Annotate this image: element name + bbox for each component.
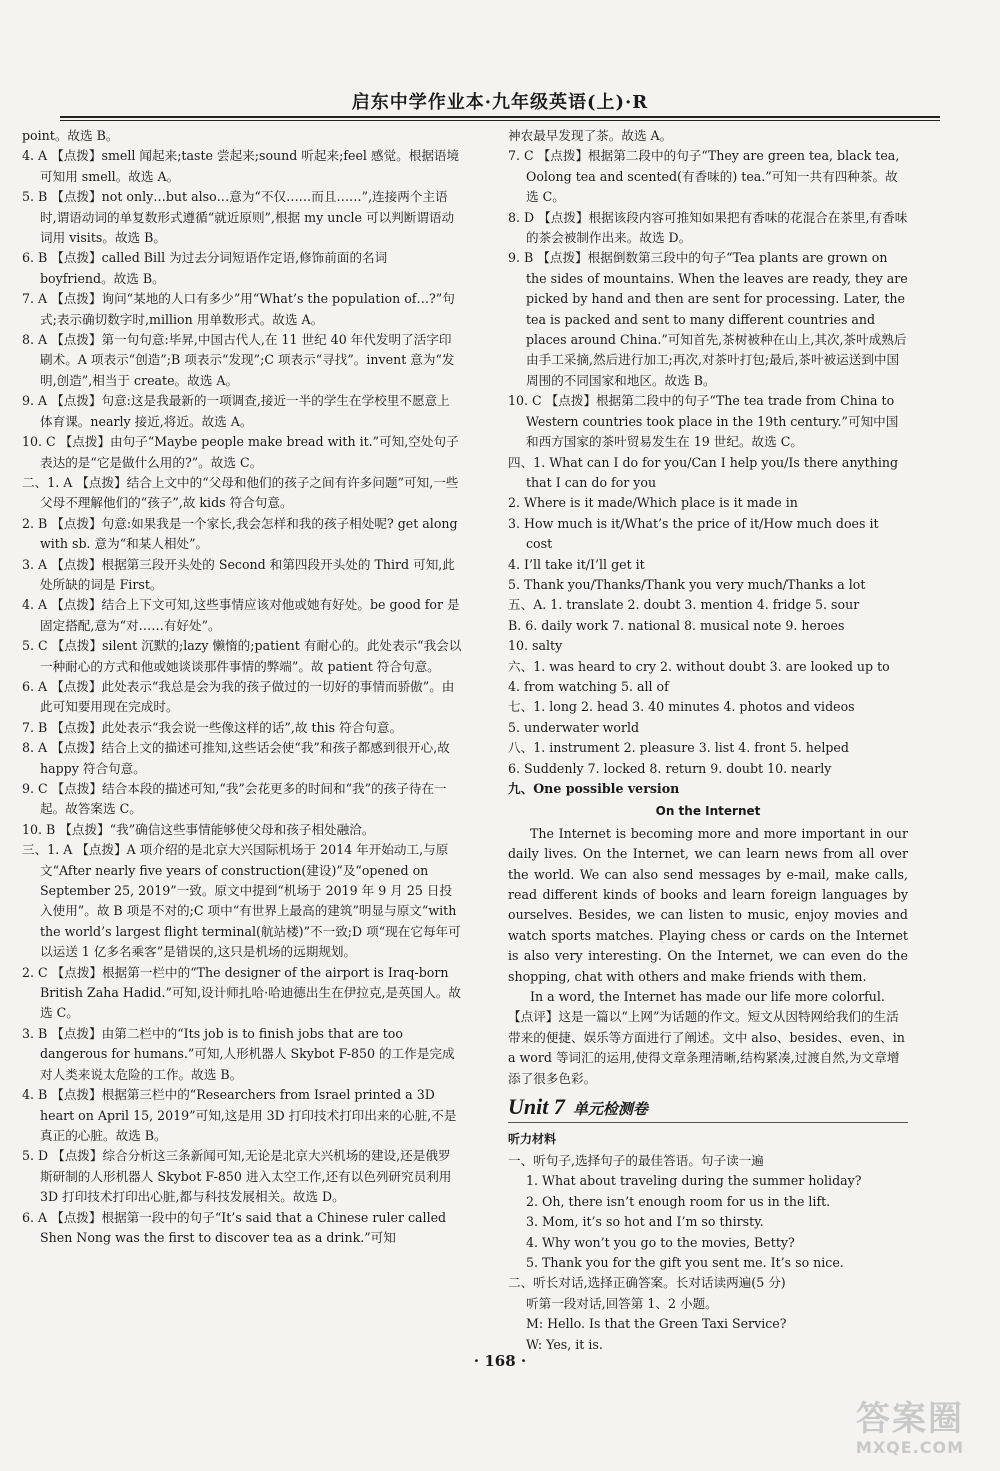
answer-item: 5. B 【点拨】not only…but also…意为“不仅……而且……”,连接两个主语时,谓语动词的单复数形式遵循“就近原则”,根据 my uncle 可以判断谓语动词用 visits。故选 B。 [22,189,455,246]
answer-item: point。故选 B。 [22,128,119,143]
listening-item: 4. Why won’t you go to the movies, Betty? [526,1234,795,1250]
answer-item: 6. A 【点拨】根据第一段中的句子“It’s said that a Chinese ruler called Shen Nong was the first to discover tea as a drink.”可知 [22,1209,447,1245]
answer-item: 5. C 【点拨】silent 沉默的;lazy 懒惰的;patient 有耐心的。此处表示“我会以一种耐心的方式和他或她谈谈那件事情的弊端”。故 patient 符合句意。 [22,638,462,674]
unit-title: Unit 7 [508,1094,565,1120]
answer-item: 神农最早发现了茶。故选 A。 [508,128,673,143]
listening-item: 听第一段对话,回答第 1、2 小题。 [526,1295,718,1311]
answer-item: 4. A 【点拨】结合上下文可知,这些事情应该对他或她有好处。be good for 是固定搭配,意为“对……有好处”。 [22,597,460,633]
answer-item: 3. A 【点拨】根据第三段开头处的 Second 和第四段开头处的 Third 可知,此处所缺的词是 First。 [22,556,455,592]
unit-heading [508,1094,908,1122]
answer-item: 9. C 【点拨】结合本段的描述可知,“我”会花更多的时间和“我”的孩子待在一起。故答案选 C。 [22,781,447,817]
left-column [22,126,462,1248]
answer-item: 5. underwater world [508,719,640,735]
answer-item: 五、A. 1. translate 2. doubt 3. mention 4. fridge 5. sour [508,597,860,613]
answer-item: 6. A 【点拨】此处表示“我总是会为我的孩子做过的一切好的事情而骄傲”。由此可知要用现在完成时。 [22,678,455,715]
answer-item: 10. salty [508,638,563,654]
right-column [508,126,908,1355]
page-header: 启东中学作业本·九年级英语(上)·R [351,92,649,113]
unit-subtitle: 单元检测卷 [572,1100,648,1119]
answer-item: 9. A 【点拨】句意:这是我最新的一项调查,接近一半的学生在学校里不愿意上体育课。nearly 接近,将近。故选 A。 [22,393,450,429]
answer-item: 5. D 【点拨】综合分析这三条新闻可知,无论是北京大兴机场的建设,还是俄罗斯研制的人形机器人 Skybot F-850 进入太空工作,还有以色列研究员利用 3D 打印技术打印出心脏,都与科技发展相关。故选 D。 [22,1148,452,1205]
listening-item: 3. Mom, it’s so hot and I’m so thirsty. [526,1214,764,1230]
answer-item: 三、1. A 【点拨】A 项介绍的是北京大兴国际机场于 2014 年开始动工,与原文“After nearly five years of construction(建设)”及“opened on September 25, 2019”一致。原文中提到“机场于 2019 年 9 月 25 日投入使用”。故 B 项是不对的;C 项中“有世界上最高的建筑”明显与原文“with the world’s largest flight terminal(航站楼)”不一致;D 项“现在它每年可以运送 1 亿多名乘客”是错误的,这只是机场的远期规划。 [22,842,461,960]
answer-item: 6. B 【点拨】called Bill 为过去分词短语作定语,修饰前面的名词 boyfriend。故选 B。 [22,250,388,286]
listening-item: 2. Oh, there isn’t enough room for us in the lift. [526,1193,831,1209]
answer-item: 3. How much is it/What’s the price of it/How much does it cost [508,515,879,552]
answer-item: 3. B 【点拨】由第二栏中的“Its job is to finish jobs that are too dangerous for humans.”可知,人形机器人 Skybot F-850 的工作是完成对人类来说太危险的工作。故选 B。 [22,1025,455,1082]
header-rule [60,116,940,118]
essay-paragraph: In a word, the Internet has made our life more colorful. [530,989,885,1005]
answer-item: 八、1. instrument 2. pleasure 3. list 4. front 5. helped [508,740,849,756]
listening-item: 二、听长对话,选择正确答案。长对话读两遍(5 分) [508,1275,786,1291]
answer-item: 9. B 【点拨】根据倒数第三段中的句子“Tea plants are grown on the sides of mountains. When the leaves are ready, they are picked by hand and then are sent for processing. Later, the tea is packed and sent to many different countries and places around China.”可知首先,茶树被种在山上,其次,茶叶成熟后由手工采摘,然后进行加工;再次,对茶叶打包;最后,茶叶被运送到中国周围的不同国家和地区。故选 B。 [508,250,908,388]
answer-item: 六、1. was heard to cry 2. without doubt 3. are looked up to [508,658,890,674]
page-number: · 168 · [473,1352,527,1370]
answer-item: 4. from watching 5. all of [508,678,669,694]
answer-item: 7. B 【点拨】此处表示“我会说一些像这样的话”,故 this 符合句意。 [22,719,403,735]
answer-item: 4. B 【点拨】根据第三栏中的“Researchers from Israel printed a 3D heart on April 15, 2019”可知,这是用 3D 打印技术打印出来的心脏,不是真正的心脏。故选 B。 [22,1087,457,1143]
answer-item: 九、One possible version [508,781,680,796]
answer-item: 七、1. long 2. head 3. 40 minutes 4. photos and videos [508,699,855,715]
essay-comment: 【点评】这是一篇以“上网”为话题的作文。短文从因特网给我们的生活带来的便捷、娱乐等方面进行了阐述。文中 also、besides、even、in a word 等词汇的运用,使得文章条理清晰,结构紧凑,过渡自然,为文章增添了很多色彩。 [508,1009,905,1086]
listening-item: 5. Thank you for the gift you sent me. It’s so nice. [526,1254,844,1270]
answer-item: 10. C 【点拨】根据第二段中的句子“The tea trade from China to Western countries took place in the 19th century.”可知中国和西方国家的茶叶贸易发生在 19 世纪。故选 C。 [508,393,899,450]
listening-item: 一、听句子,选择句子的最佳答语。句子读一遍 [508,1152,764,1168]
answer-item: 4. I’ll take it/I’ll get it [508,556,645,572]
listening-item: 1. What about traveling during the summer holiday? [526,1173,862,1189]
answer-item: 8. A 【点拨】结合上文的描述可推知,这些话会使“我”和孩子都感到很开心,故 happy 符合句意。 [22,740,450,776]
header-rule-thin [60,120,940,121]
answer-item: 二、1. A 【点拨】结合上文中的“父母和他们的孩子之间有许多问题”可知,一些父母不理解他们的“孩子”,故 kids 符合句意。 [22,474,459,511]
answer-item: 8. A 【点拨】第一句句意:毕昇,中国古代人,在 11 世纪 40 年代发明了活字印刷术。A 项表示“创造”;B 项表示“发现”;C 项表示“寻找”。invent 意为“发明,创造”,相当于 create。故选 A。 [22,332,455,388]
listening-heading: 听力材料 [508,1131,557,1146]
answer-item: 7. C 【点拨】根据第二段中的句子“They are green tea, black tea, Oolong tea and scented(有香味的) tea.”可知一共有四种茶。故选 C。 [508,148,900,205]
answer-item: 2. C 【点拨】根据第一栏中的“The designer of the airport is Iraq-born British Zaha Hadid.”可知,设计师扎哈·哈迪德出生在伊拉克,是英国人。故选 C。 [22,964,462,1021]
listening-item: M: Hello. Is that the Green Taxi Service? [526,1316,787,1332]
answer-item: 2. B 【点拨】句意:如果我是一个家长,我会怎样和我的孩子相处呢? get along with sb. 意为“和某人相处”。 [22,515,458,552]
listening-item: W: Yes, it is. [526,1336,603,1352]
answer-item: 2. Where is it made/Which place is it made in [508,495,798,511]
essay-paragraph: The Internet is becoming more and more important in our daily lives. On the Internet, we can learn news from all over the world. We can also send messages by e-mail, make calls, read different kinds of books and learn foreign languages by ourselves. Besides, we can listen to music, enjoy movies and watch sports matches. Playing chess or cards on the Internet is also very interesting. On the Internet, we can even do the shopping, chat with others and make friends with them. [508,825,908,984]
answer-item: B. 6. daily work 7. national 8. musical note 9. heroes [508,617,845,633]
answer-item: 7. A 【点拨】询问“某地的人口有多少”用“What’s the population of…?”句式;表示确切数字时,million 用单数形式。故选 A。 [22,291,455,327]
essay-title: On the Internet [655,804,761,819]
answer-item: 5. Thank you/Thanks/Thank you very much/Thanks a lot [508,576,866,592]
answer-item: 6. Suddenly 7. locked 8. return 9. doubt 10. nearly [508,760,832,776]
answer-item: 10. B 【点拨】“我”确信这些事情能够使父母和孩子相处融洽。 [22,821,375,837]
answer-item: 4. A 【点拨】smell 闻起来;taste 尝起来;sound 听起来;feel 感觉。根据语境可知用 smell。故选 A。 [22,148,460,184]
watermark-url: MXQE.COM [855,1438,965,1457]
answer-item: 8. D 【点拨】根据该段内容可推知如果把有香味的花混合在茶里,有香味的茶会被制作出来。故选 D。 [508,209,908,246]
answer-item: 四、1. What can I do for you/Can I help you/Is there anything that I can do for you [508,454,899,490]
watermark-logo [830,1400,990,1462]
watermark-text: 答案圈 [856,1399,964,1439]
answer-item: 10. C 【点拨】由句子“Maybe people make bread with it.”可知,空处句子表达的是“它是做什么用的?”。故选 C。 [22,434,459,470]
